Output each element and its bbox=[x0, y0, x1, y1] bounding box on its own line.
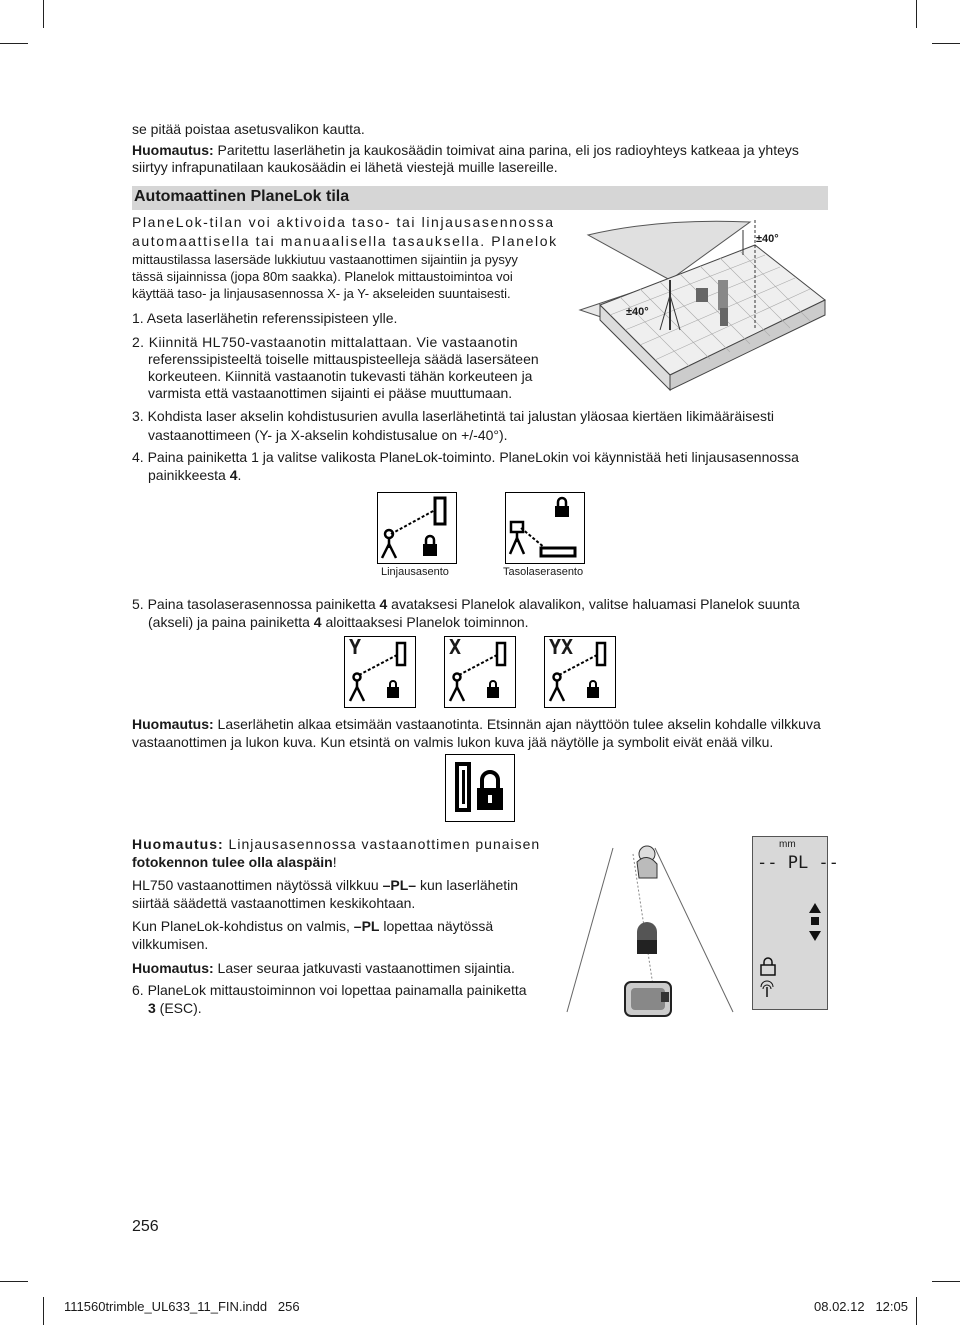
step-5-text-end: avataksesi Planelok alavalikon, valitse haluamasi Planelok suunta bbox=[387, 596, 800, 612]
axis-yx-label: YX bbox=[549, 635, 574, 659]
axis-y-label: Y bbox=[349, 635, 362, 659]
step-4-end: . bbox=[237, 467, 242, 483]
axis-icon-yx bbox=[544, 636, 616, 708]
step-5-text: 5. Paina tasolaserasennossa painiketta bbox=[132, 596, 380, 612]
note-text: Paritettu laserlähetin ja kaukosäädin toimivat aina parina, eli jos radioyhteys katkeaa ja yhteys bbox=[213, 142, 799, 158]
hl750-text-end: kun laserlähetin bbox=[416, 877, 519, 893]
display-readout: -- PL -- bbox=[757, 853, 839, 873]
crop-mark bbox=[916, 0, 917, 28]
intro-note bbox=[132, 141, 799, 159]
kun-text-end: lopettaa näytössä bbox=[379, 918, 494, 934]
step-6-end: (ESC). bbox=[155, 1000, 202, 1016]
crop-mark bbox=[932, 43, 960, 44]
section-paragraph: automaattisella tai manuaalisella tasauksella. Planelok bbox=[132, 233, 558, 249]
note-3-label: Huomautus: bbox=[132, 960, 214, 976]
step-2: 2. Kiinnitä HL750-vastaanotin mittalattaan. Vie vastaanotin bbox=[132, 334, 519, 350]
footer-date: 08.02.12 12:05 bbox=[814, 1299, 908, 1314]
taso-caption: Tasolaserasento bbox=[503, 566, 584, 578]
lower-note-text: Linjausasennossa vastaanottimen punaisen bbox=[223, 836, 541, 852]
lower-note-label: Huomautus: bbox=[132, 836, 224, 852]
step-6-cont bbox=[148, 999, 202, 1017]
kun-pl: –PL bbox=[353, 918, 380, 934]
crop-mark bbox=[43, 1297, 44, 1325]
step-5-cont bbox=[148, 613, 529, 631]
section-paragraph: tässä sijainnissa (jopa 80m saakka). Planelok mittaustoimintoa voi bbox=[132, 269, 513, 284]
lower-note-bold: fotokennon tulee olla alaspäin bbox=[132, 854, 333, 870]
step-2-cont: korkeuteen. Kiinnitä vastaanotin tukevasti tähän korkeuteen ja bbox=[148, 368, 533, 384]
angle-label-left: ±40° bbox=[626, 306, 649, 318]
step-4-text: painikkeesta bbox=[148, 467, 230, 483]
lower-note bbox=[132, 835, 540, 853]
section-paragraph: PlaneLok-tilan voi aktivoida taso- tai linjausasennossa bbox=[132, 214, 555, 230]
step-3-cont: vastaanottimeen (Y- ja X-akselin kohdistusalue on +/-40°). bbox=[148, 427, 508, 443]
axis-yx-symbols bbox=[545, 637, 615, 707]
planelok-field-illustration bbox=[580, 200, 830, 400]
axis-icon-y bbox=[344, 636, 416, 708]
step-5-bold: 4 bbox=[313, 614, 322, 630]
lower-note-cont bbox=[132, 853, 337, 871]
step-6-bold: 3 bbox=[148, 1000, 156, 1016]
crop-mark bbox=[916, 1297, 917, 1325]
crop-mark bbox=[0, 43, 28, 44]
note-2-text: Laserlähetin alkaa etsimään vastaanotinta. Etsinnän ajan näyttöön tulee akselin kohdalle vilkkuva bbox=[213, 716, 821, 732]
footer-file: 111560trimble_UL633_11_FIN.indd 256 bbox=[64, 1299, 300, 1314]
step-3: 3. Kohdista laser akselin kohdistusurien avulla laserlähetintä tai jalustan yläosaa kiertäen likimääräisesti bbox=[132, 408, 775, 424]
angle-label-right: ±40° bbox=[756, 233, 779, 245]
step-5-bold: 4 bbox=[379, 596, 388, 612]
intro-note-cont: siirtyy infrapunatilaan kaukosäädin ei lähetä viestejä muille lasereille. bbox=[132, 159, 558, 175]
linjaus-mode-icon bbox=[377, 492, 457, 564]
intro-line: se pitää poistaa asetusvalikon kautta. bbox=[132, 121, 365, 137]
note-2-label: Huomautus: bbox=[132, 716, 214, 732]
hl750-text-start: HL750 vastaanottimen näytössä vilkkuu bbox=[132, 877, 383, 893]
crop-mark bbox=[43, 0, 44, 28]
step-5 bbox=[132, 595, 800, 613]
crop-mark bbox=[0, 1281, 28, 1282]
lower-note-end: ! bbox=[332, 854, 337, 870]
section-paragraph: mittaustilassa lasersäde lukkiutuu vastaanottimen sijaintiin ja pysyy bbox=[132, 252, 518, 267]
note-2 bbox=[132, 715, 821, 733]
receiver-lock-icon bbox=[445, 754, 515, 822]
hl750-text bbox=[132, 876, 518, 894]
note-3 bbox=[132, 959, 515, 977]
note-2-cont: vastaanottimen ja lukon kuva. Kun etsintä on valmis lukon kuva jää näytölle ja symbolit eivät enää vilku. bbox=[132, 734, 774, 750]
step-2-cont: referenssipisteeltä toiselle mittauspisteelleja säädä lasersäteen bbox=[148, 351, 539, 367]
alignment-perspective-illustration bbox=[565, 832, 735, 1022]
receiver-display bbox=[752, 836, 839, 1010]
step-6: 6. PlaneLok mittaustoiminnon voi lopettaa painamalla painiketta bbox=[132, 982, 527, 998]
step-5-text-end: aloittaaksesi Planelok toiminnon. bbox=[321, 614, 529, 630]
display-unit: mm bbox=[779, 839, 796, 850]
linjaus-caption: Linjausasento bbox=[381, 566, 449, 578]
step-1: 1. Aseta laserlähetin referenssipisteen ylle. bbox=[132, 310, 398, 326]
axis-x-symbols bbox=[445, 637, 515, 707]
step-5-text: (akseli) ja paina painiketta bbox=[148, 614, 314, 630]
kun-text bbox=[132, 917, 493, 935]
axis-x-label: X bbox=[449, 635, 462, 659]
note-3-text: Laser seuraa jatkuvasti vastaanottimen sijaintia. bbox=[213, 960, 515, 976]
section-heading-text: Automaattinen PlaneLok tila bbox=[134, 188, 350, 205]
step-4-cont bbox=[148, 466, 241, 484]
display-symbols bbox=[753, 837, 827, 1009]
hl750-text-cont: siirtää säädettä vastaanottimen keskikohtaan. bbox=[132, 895, 416, 911]
hl750-pl: –PL– bbox=[382, 877, 417, 893]
section-paragraph: käyttää taso- ja linjausasennossa X- ja Y- akseleiden suuntaisesti. bbox=[132, 286, 511, 301]
crop-mark bbox=[932, 1281, 960, 1282]
note-label: Huomautus: bbox=[132, 142, 214, 158]
taso-mode-icon bbox=[505, 492, 585, 564]
kun-text-cont: vilkkumisen. bbox=[132, 936, 209, 952]
step-4-bold: 4 bbox=[229, 467, 238, 483]
axis-icon-x bbox=[444, 636, 516, 708]
step-4: 4. Paina painiketta 1 ja valitse valikosta PlaneLok-toiminto. PlaneLokin voi käynnistää heti linjausasennossa bbox=[132, 449, 799, 465]
page-number: 256 bbox=[132, 1218, 159, 1235]
axis-y-symbols bbox=[345, 637, 415, 707]
step-2-cont: varmista että vastaanottimen sijainti ei pääse muuttumaan. bbox=[148, 385, 513, 401]
kun-text-start: Kun PlaneLok-kohdistus on valmis, bbox=[132, 918, 354, 934]
